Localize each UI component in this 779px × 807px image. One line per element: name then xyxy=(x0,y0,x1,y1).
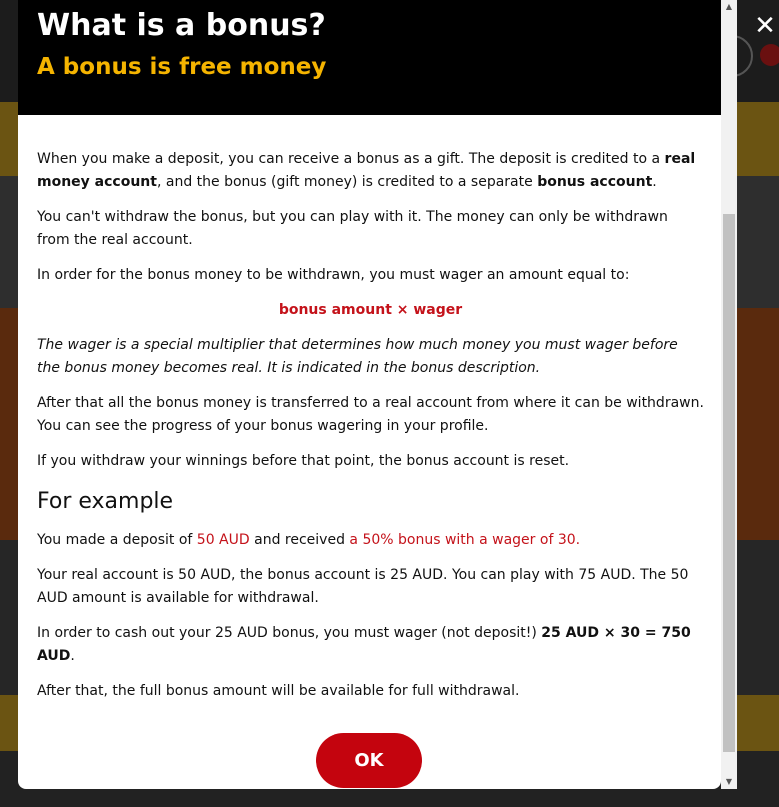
scrollbar-thumb[interactable] xyxy=(723,214,735,752)
bonus-account-term: bonus account xyxy=(537,174,653,190)
example-accounts: Your real account is 50 AUD, the bonus account is 25 AUD. You can play with 75 AUD. The 50 AUD amount is available for withdrawal. xyxy=(37,567,689,606)
text-span: , and the bonus (gift money) is credited to a separate xyxy=(156,174,538,190)
example-deposit xyxy=(37,529,704,552)
modal-subtitle: A bonus is free money xyxy=(37,54,327,80)
text-span: When you make a deposit, you can receive a bonus as a gift. The deposit is credited to a xyxy=(37,151,665,167)
deposit-amount: 50 AUD xyxy=(196,532,250,548)
paragraph-wager-intro: In order for the bonus money to be withdrawn, you must wager an amount equal to: xyxy=(37,267,630,283)
paragraph-withdraw: You can't withdraw the bonus, but you can play with it. The money can only be withdrawn from the real account. xyxy=(37,209,668,248)
text-span: In order to cash out your 25 AUD bonus, you must wager (not deposit!) xyxy=(37,625,542,641)
ok-button[interactable]: OK xyxy=(316,733,422,788)
modal-title: What is a bonus? xyxy=(37,8,326,43)
paragraph-transfer: After that all the bonus money is transferred to a real account from where it can be withdrawn. You can see the progress of your bonus wagering in your profile. xyxy=(37,395,704,434)
text-span: You made a deposit of xyxy=(37,532,197,548)
background-badge xyxy=(760,44,779,66)
close-icon[interactable]: ✕ xyxy=(754,11,776,41)
modal-scrollbar[interactable] xyxy=(721,0,737,789)
wager-calculation: 25 AUD × 30 = 750 AUD xyxy=(37,625,691,664)
modal-body xyxy=(37,148,704,715)
paragraph-reset: If you withdraw your winnings before that point, the bonus account is reset. xyxy=(37,453,570,469)
text-span: . xyxy=(652,174,657,190)
arrow-up-icon[interactable]: ▲ xyxy=(725,2,733,11)
real-money-account-term: real money account xyxy=(37,151,696,190)
text-span: . xyxy=(70,648,75,664)
paragraph-deposit xyxy=(37,148,704,194)
example-heading: For example xyxy=(37,489,174,514)
modal-header xyxy=(18,0,721,115)
example-final: After that, the full bonus amount will be available for full withdrawal. xyxy=(37,683,520,699)
paragraph-wager-definition: The wager is a special multiplier that determines how much money you must wager before the bonus money becomes real. It is indicated in the bonus description. xyxy=(37,337,678,376)
example-cashout xyxy=(37,622,704,668)
formula: bonus amount × wager xyxy=(278,302,463,318)
arrow-down-icon[interactable]: ▼ xyxy=(725,777,733,786)
bonus-terms: a 50% bonus with a wager of 30. xyxy=(349,532,581,548)
text-span: and received xyxy=(249,532,350,548)
bonus-info-modal xyxy=(18,0,721,789)
